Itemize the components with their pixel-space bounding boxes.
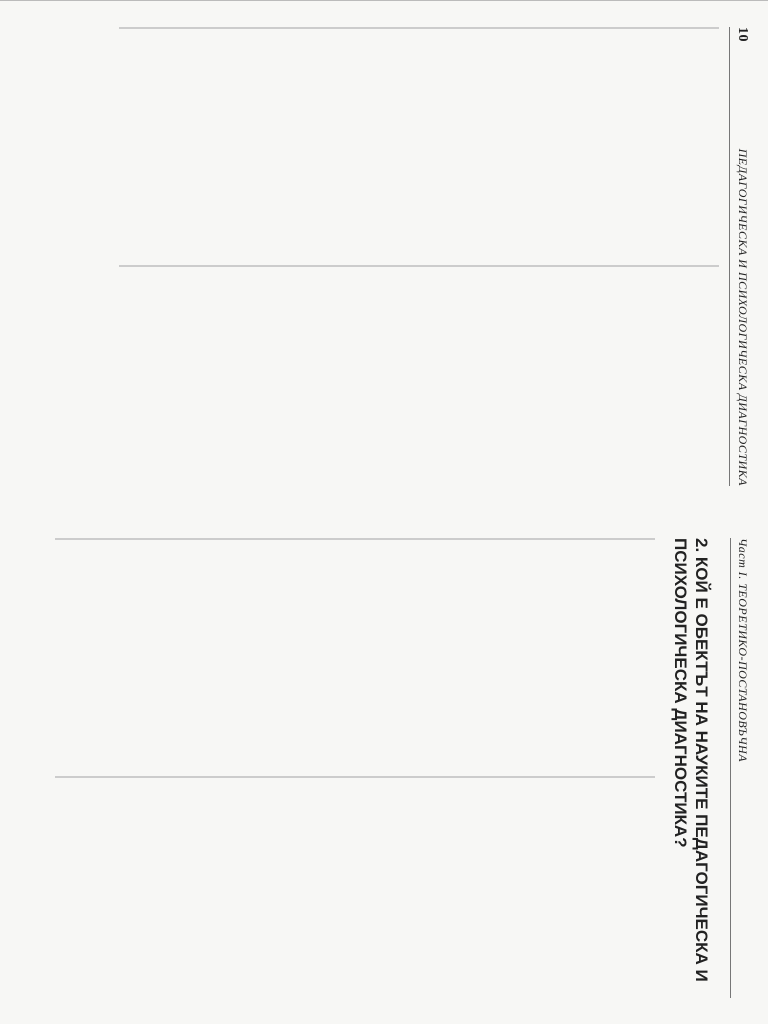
- page-number: 10: [735, 27, 750, 42]
- running-head-right-text: Част I. ТЕОРЕТИКО-ПОСТАНОВЪЧНА: [736, 538, 750, 763]
- body-text-block: [119, 27, 719, 249]
- left-column-2: [119, 265, 719, 487]
- running-head-left-text: ПЕДАГОГИЧЕСКА И ПСИХОЛОГИЧЕСКА ДИАГНОСТИКА: [736, 148, 750, 486]
- running-head-left: [729, 27, 750, 486]
- left-page-columns: [119, 27, 719, 486]
- body-text-block: [56, 776, 656, 998]
- right-column-1: [56, 538, 656, 760]
- body-text-block: [119, 265, 719, 487]
- left-column-1: [119, 27, 719, 249]
- right-column-2: [56, 776, 656, 998]
- body-text-block: [56, 538, 656, 760]
- right-page-columns: [56, 538, 656, 998]
- running-head-right: [730, 538, 750, 998]
- right-page: [0, 512, 768, 1024]
- chapter-title: 2. КОЙ Е ОБЕКТЪТ НА НАУКИТЕ ПЕДАГОГИЧЕСКА И ПСИХОЛОГИЧЕСКА ДИАГНОСТИКА?: [670, 538, 711, 982]
